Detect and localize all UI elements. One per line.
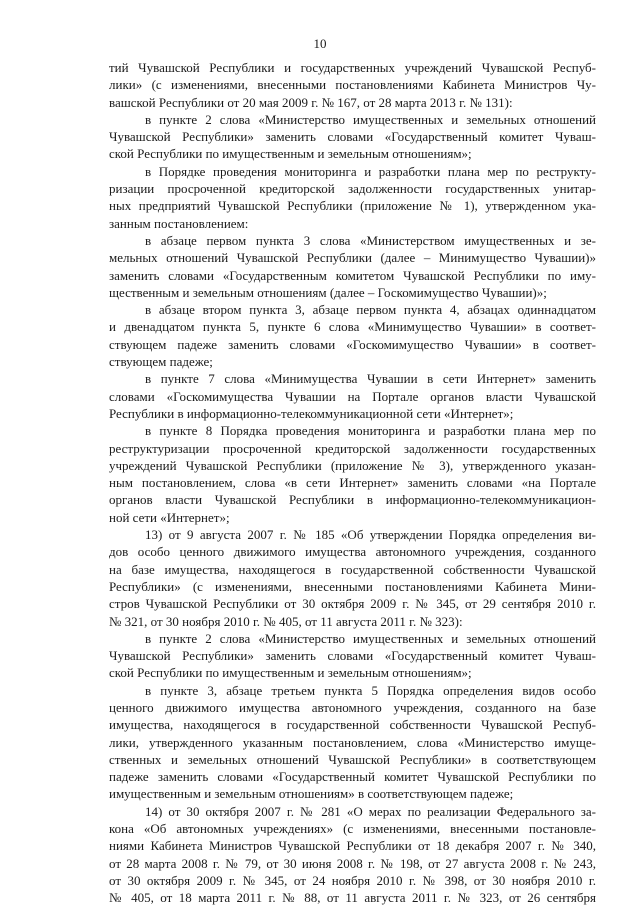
text-line: в пункте 8 Порядка проведения мониторинга и разработки плана мер по [145, 423, 596, 439]
text-line: ской Республики по имущественным и земельным отношениям»; [109, 665, 472, 681]
text-line: ной сети «Интернет»; [109, 509, 230, 525]
text-line: словами «Госкомимущества Чувашии на Портале органов власти Чувашской [109, 388, 596, 404]
text-line: ниями Кабинета Министров Чувашской Республики от 18 декабря 2007 г. № 340, [109, 838, 596, 854]
text-line: ской Республики по имущественным и земельным отношениям»; [109, 146, 472, 162]
text-line: учреждений Чувашской Республики (приложение № 3), утвержденного указан- [109, 457, 596, 473]
text-line: ным постановлением, слова «в сети Интернет» заменить словами «на Портале [109, 475, 596, 491]
text-line: кона «Об автономных учреждениях» (с изменениями, внесенными постановле- [109, 821, 596, 837]
text-line: в абзаце втором пункта 3, абзаце первом пункта 4, абзацах одиннадцатом [145, 302, 596, 318]
text-line: органов власти Чувашской Республики в информационно-телекоммуникацион- [109, 492, 596, 508]
text-line: Республики в информационно-телекоммуникационной сети «Интернет»; [109, 405, 514, 421]
text-line: № 405, от 18 марта 2011 г. № 88, от 11 августа 2011 г. № 323, от 26 сентября [109, 890, 596, 906]
text-line: в абзаце первом пункта 3 слова «Министерством имущественных и зе- [145, 232, 596, 248]
text-line: в пункте 2 слова «Министерство имущественных и земельных отношений [145, 630, 596, 646]
paragraph [109, 422, 596, 526]
text-line: и двенадцатом пункта 5, пункте 6 слова «Минимущество Чувашии» в соответ- [109, 319, 596, 335]
text-line: мельных отношений Чувашской Республики (далее – Минимущество Чувашии)» [109, 250, 596, 266]
text-line: в пункте 7 слова «Минимущества Чувашии в сети Интернет» заменить [145, 371, 596, 387]
text-line: ных предприятий Чувашской Республики (приложение № 1), утвержденном ука- [109, 198, 596, 214]
paragraph [109, 163, 596, 232]
text-line: стров Чувашской Республики от 30 октября 2009 г. № 345, от 29 сентября 2010 г. [109, 596, 596, 612]
text-line: ризации просроченной кредиторской задолженности государственных унитар- [109, 181, 596, 197]
paragraph [109, 111, 596, 163]
paragraph [109, 526, 596, 630]
text-line: 13) от 9 августа 2007 г. № 185 «Об утверждении Порядка определения ви- [145, 527, 596, 543]
text-line: имущественным и земельным отношениям» в соответствующем падеже; [109, 786, 514, 802]
paragraph [109, 232, 596, 301]
text-line: щественным и земельным отношениям (далее – Госкомимущество Чувашии)»; [109, 284, 547, 300]
text-line: в пункте 2 слова «Министерство имущественных и земельных отношений [145, 111, 596, 127]
text-line: заменить словами «Государственным комитетом Чувашской Республики по иму- [109, 267, 596, 283]
paragraph [109, 301, 596, 370]
text-line: ценного движимого имущества автономного учреждения, созданного на базе [109, 699, 596, 715]
text-line: дов особо ценного движимого имущества автономного учреждения, созданного [109, 544, 596, 560]
text-line: реструктуризации просроченной кредиторской задолженности государственных [109, 440, 596, 456]
text-line: лики, утвержденного указанным постановлением, слова «Министерство имуще- [109, 734, 596, 750]
text-line: занным постановлением: [109, 215, 249, 231]
text-line: на базе имущества, находящегося в государственной собственности Чувашской [109, 561, 596, 577]
page-number: 10 [313, 36, 327, 51]
text-line: ствующем падеже заменить словами «Госкомимущество Чувашии» в соответ- [109, 336, 596, 352]
text-line: тий Чувашской Республики и государственных учреждений Чувашской Респуб- [109, 60, 596, 75]
text-line: лики» (с изменениями, внесенными постановлениями Кабинета Министров Чу- [109, 77, 596, 93]
text-line: 14) от 30 октября 2007 г. № 281 «О мерах по реализации Федерального за- [145, 803, 596, 819]
text-line: в Порядке проведения мониторинга и разработки плана мер по реструкту- [145, 163, 596, 179]
paragraph [109, 630, 596, 682]
text-line: от 28 марта 2008 г. № 79, от 30 июня 2008 г. № 198, от 27 августа 2008 г. № 243, [109, 855, 596, 871]
text-line: в пункте 3, абзаце третьем пункта 5 Порядка определения видов особо [145, 682, 596, 698]
paragraph [109, 370, 596, 422]
text-line: ственных и земельных отношений Чувашской Республики» в соответствующем [109, 751, 596, 767]
paragraph [109, 682, 596, 803]
text-line: имущества, находящегося в государственной собственности Чувашской Респуб- [109, 717, 596, 733]
text-line: Чувашской Республики» заменить словами «Государственный комитет Чуваш- [109, 648, 596, 664]
text-line: Республики» (с изменениями, внесенными постановлениями Кабинета Мини- [109, 578, 596, 594]
text-line: Чувашской Республики» заменить словами «Государственный комитет Чуваш- [109, 129, 596, 145]
text-line: ствующем падеже; [109, 354, 213, 370]
document-body [109, 59, 596, 907]
text-line: вашской Республики от 20 мая 2009 г. № 167, от 28 марта 2013 г. № 131): [109, 94, 513, 110]
paragraph [109, 59, 596, 111]
text-line: падеже заменить словами «Государственный комитет Чувашской Республики по [109, 769, 596, 785]
paragraph [109, 803, 596, 907]
text-line: № 321, от 30 ноября 2010 г. № 405, от 11 августа 2011 г. № 323): [109, 613, 463, 629]
text-line: от 30 октября 2009 г. № 345, от 24 ноября 2010 г. № 398, от 30 ноября 2010 г. [109, 872, 596, 888]
